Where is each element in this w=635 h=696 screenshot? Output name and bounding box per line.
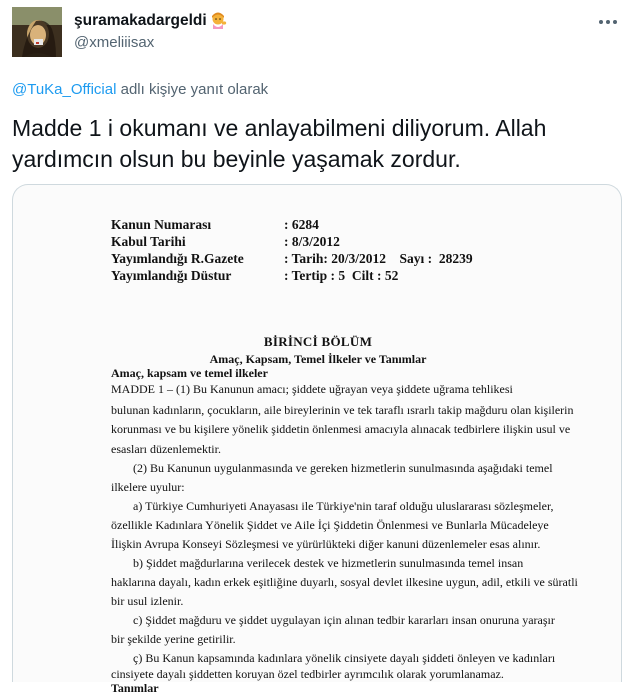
- doc-subheading: Amaç, kapsam ve temel ilkeler: [111, 366, 268, 380]
- display-name-row[interactable]: [74, 11, 227, 31]
- attached-image[interactable]: [12, 184, 622, 695]
- doc-body-line: bir usul izlenir.: [111, 594, 184, 608]
- doc-body-line: ilkelere uyulur:: [111, 480, 185, 494]
- reply-context: [12, 80, 268, 100]
- reply-mention-link[interactable]: @TuKa_Official: [12, 81, 117, 98]
- doc-body-line: esasları düzenlemektir.: [111, 442, 221, 456]
- doc-body-line: ç) Bu Kanun kapsamında kadınlara yönelik cinsiyete dayalı şiddeti önleyen ve kadınları: [133, 651, 556, 665]
- person-tipping-hand-emoji-icon: [209, 12, 227, 30]
- doc-body-line: İlişkin Avrupa Konseyi Sözleşmesi ve yürürlükteki diğer kanuni düzenlemeler esas alınır.: [111, 537, 541, 551]
- doc-body-line: korunması ve bu kişilere yönelik şiddetin önlenmesi amacıyla alınacak tedbirlere ilişkin usul ve: [111, 422, 571, 436]
- doc-body-line: özellikle Kadınlara Yönelik Şiddet ve Aile İçi Şiddetin Önlenmesi ve Bunlarla Mücadeleye: [111, 518, 549, 532]
- doc-body-line: a) Türkiye Cumhuriyeti Anayasası ile Türkiye'nin taraf olduğu uluslararası sözleşmeler,: [133, 499, 554, 513]
- doc-header-value: : Tertip : 5 Cilt : 52: [284, 268, 399, 283]
- doc-body-line: b) Şiddet mağdurlarına verilecek destek ve hizmetlerin sunulmasında temel insan: [133, 556, 524, 570]
- more-horizontal-icon[interactable]: [596, 14, 620, 30]
- avatar-image: [12, 7, 62, 57]
- doc-section-title: BİRİNCİ BÖLÜM: [263, 334, 373, 349]
- doc-body-line: c) Şiddet mağduru ve şiddet uygulayan için alınan tedbir kararları insan onuruna yaraşır: [133, 613, 555, 627]
- user-info: [74, 11, 227, 53]
- doc-body-line: cinsiyete dayalı şiddetten koruyan özel tedbirler ayrımcılık olarak yorumlanamaz.: [111, 667, 504, 681]
- doc-body-line: MADDE 1 – (1) Bu Kanunun amacı; şiddete uğrayan veya şiddete uğrama tehlikesi: [111, 382, 513, 396]
- user-handle[interactable]: @xmeliiisax: [74, 34, 155, 51]
- doc-header-key: Kanun Numarası: [111, 217, 212, 232]
- doc-body-line: bulunan kadınların, çocukların, aile bireylerinin ve tek taraflı ısrarlı takip mağduru olan kişilerin: [111, 403, 574, 417]
- doc-header-key: Kabul Tarihi: [111, 234, 186, 249]
- doc-body-line: bir şekilde yerine getirilir.: [111, 632, 236, 646]
- doc-header-value: : Tarih: 20/3/2012 Sayı : 28239: [284, 251, 473, 266]
- display-name[interactable]: şuramakadargeldi: [74, 12, 207, 29]
- doc-header-value: : 8/3/2012: [284, 234, 340, 249]
- doc-header-value: : 6284: [284, 217, 319, 232]
- tweet-text: [12, 113, 622, 175]
- doc-header-key: Yayımlandığı Düstur: [111, 268, 232, 283]
- doc-footer-heading: Tanımlar: [111, 681, 159, 695]
- doc-body-line: haklarına dayalı, kadın erkek eşitliğine duyarlı, sosyal devlet ilkesine uygun, adil, etkili ve süratli: [111, 575, 578, 589]
- doc-header-key: Yayımlandığı R.Gazete: [111, 251, 244, 266]
- doc-section-subtitle: Amaç, Kapsam, Temel İlkeler ve Tanımlar: [209, 352, 427, 366]
- tweet-text-line: yardımcın olsun bu beyinle yaşamak zordur.: [12, 146, 461, 172]
- law-document-scan: [13, 185, 623, 695]
- avatar[interactable]: [12, 7, 62, 57]
- reply-suffix: adlı kişiye yanıt olarak: [116, 81, 269, 98]
- doc-body-line: (2) Bu Kanunun uygulanmasında ve gereken hizmetlerin sunulmasında aşağıdaki temel: [133, 461, 553, 475]
- tweet-text-line: Madde 1 i okumanı ve anlayabilmeni diliyorum. Allah: [12, 115, 547, 141]
